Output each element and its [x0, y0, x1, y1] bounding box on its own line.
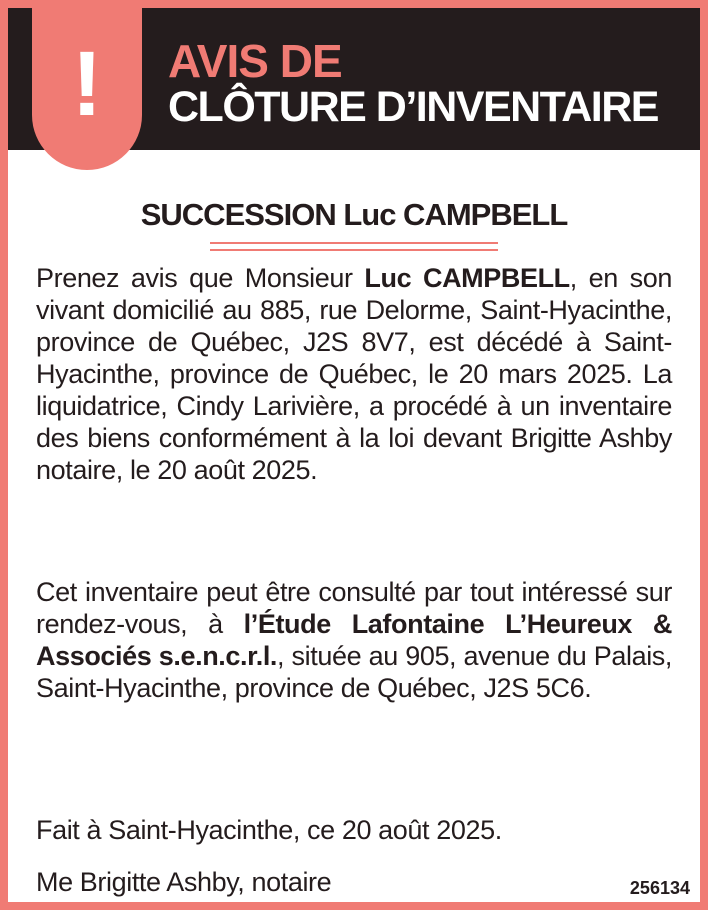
notice-paragraph-2 [36, 576, 672, 704]
done-at-line: Fait à Saint-Hyacinthe, ce 20 août 2025. [36, 815, 502, 845]
exclamation-icon: ! [71, 33, 103, 135]
notary-firm-name: l’Étude Lafontaine L’Heureux & Associés s.e.n.c.r.l. [36, 609, 672, 671]
succession-subject: SUCCESSION Luc CAMPBELL [140, 197, 568, 232]
notice-title-line2: CLÔTURE D’INVENTAIRE [168, 83, 658, 131]
paragraph-1-body: , en son vivant domicilié au 885, rue Delorme, Saint-Hyacinthe, province de Québec, J2S 8V7, est décédé à Saint-Hyacinthe, province de Québec, le 20 mars 2025. La liquidatrice, Cindy Larivière, a procédé à un inventaire des biens conformément à la loi devant Brigitte Ashby notaire, le 20 août 2025. [36, 263, 672, 485]
deceased-name: Luc CAMPBELL [364, 263, 570, 293]
divider-line [210, 242, 498, 244]
notice-title-line1: AVIS DE [168, 35, 342, 87]
paragraph-1-intro: Prenez avis que Monsieur [36, 263, 365, 293]
notice-paragraph-1 [36, 262, 672, 486]
paragraph-2-intro: Cet inventaire peut être consulté par tout intéressé sur rendez-vous, à [36, 577, 672, 639]
exclamation-badge [32, 0, 142, 170]
divider-line [210, 249, 498, 251]
reference-number: 256134 [629, 878, 690, 898]
notary-signature: Me Brigitte Ashby, notaire [36, 867, 332, 897]
paragraph-2-body: , située au 905, avenue du Palais, Saint-Hyacinthe, province de Québec, J2S 5C6. [36, 641, 672, 703]
